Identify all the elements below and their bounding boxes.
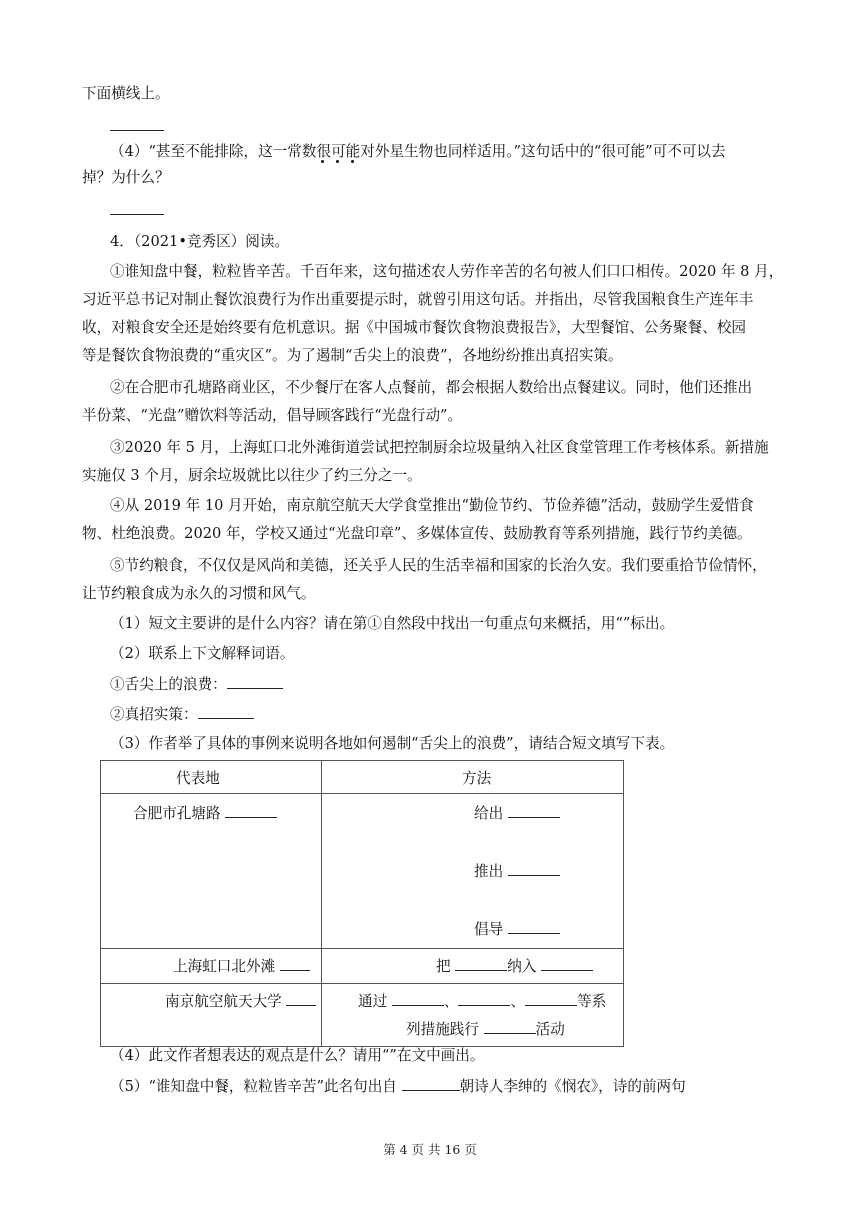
table-method-1: 给出	[474, 802, 560, 823]
page-footer: 第 4 页 共 16 页	[383, 1142, 477, 1157]
question-4: （4）“甚至不能排除，这一常数很可能 对外星生物也同样适用。”这句话中的“很可能”可不可以去	[110, 142, 726, 162]
paragraph-3-line: 实施仅 3 个月，厨余垃圾就比以往少了约三分之一。	[82, 467, 422, 484]
paragraph-4-line: 物、杜绝浪费。2020 年，学校又通过“光盘印章”、多媒体宣传、鼓励教育等系列措施，践行节约美德。	[82, 525, 752, 542]
paragraph-2-line: ②在合肥市孔塘路商业区，不少餐厅在客人点餐前，都会根据人数给出点餐建议。同时，他们还推出	[110, 379, 753, 396]
answer-blank	[110, 200, 164, 221]
text-line: 下面横线上。	[82, 85, 170, 102]
table-header-row	[101, 761, 624, 794]
table-method-2: 推出	[474, 860, 560, 881]
paragraph-4-line: ④从 2019 年 10 月开始，南京航空航天大学食堂推出“勤俭节约、节俭养德”活动，鼓励学生爱惜食	[110, 497, 754, 514]
fill-in-table	[100, 760, 624, 1047]
sub-question-1: （1）短文主要讲的是什么内容？请在第①自然段中找出一句重点句来概括，用“”标出。	[110, 615, 675, 632]
emphasis-dots: 很可能	[316, 143, 360, 160]
paragraph-5-line: ⑤节约粮食，不仅仅是风尚和美德，还关乎人民的生活幸福和国家的长治久安。我们要重拾节俭情怀，	[110, 557, 767, 574]
sub-question-2b: ②真招实策：	[110, 704, 254, 725]
paragraph-1-line: ①谁知盘中餐，粒粒皆辛苦。千百年来，这句描述农人劳作辛苦的名句被人们口口相传。2020 年 8 月，	[110, 263, 784, 280]
table-method-nanjing-line1: 通过 、 、 等系	[358, 993, 607, 1010]
sub-question-5: （5）“谁知盘中餐，粒粒皆辛苦”此名句出自 朝诗人李绅的《悯农》，诗的前两句	[110, 1078, 686, 1095]
answer-blank	[110, 116, 164, 137]
table-place-nanjing: 南京航空航天大学	[165, 990, 316, 1011]
table-place-hefei: 合肥市孔塘路	[133, 802, 277, 823]
table-place-shanghai: 上海虹口北外滩	[173, 955, 310, 976]
table-method-shanghai: 把 纳入	[436, 955, 593, 976]
question-title: 4．（2021•竞秀区）阅读。	[110, 233, 290, 250]
table-row	[101, 984, 624, 1047]
paragraph-1-line: 习近平总书记对制止餐饮浪费行为作出重要提示时，就曾引用这句话。并指出，尽管我国粮食生产连年丰	[82, 291, 754, 308]
table-method-nanjing-line2: 列措施践行 活动	[406, 1021, 565, 1038]
table-row	[101, 794, 624, 949]
table-header-place: 代表地	[176, 770, 220, 787]
sub-question-2a: ①舌尖上的浪费：	[110, 674, 283, 695]
table-header-method: 方法	[462, 770, 492, 787]
table-row	[101, 949, 624, 984]
table-method-3: 倡导	[474, 918, 560, 939]
paragraph-2-line: 半份菜、“光盘”赠饮料等活动，倡导顾客践行“光盘行动”。	[82, 407, 463, 424]
sub-question-3: （3）作者举了具体的事例来说明各地如何遏制“舌尖上的浪费”，请结合短文填写下表。	[110, 735, 675, 752]
paragraph-1-line: 收，对粮食安全还是始终要有危机意识。据《中国城市餐饮食物浪费报告》，大型餐馆、公务聚餐、校园	[82, 319, 747, 336]
sub-question-2: （2）联系上下文解释词语。	[110, 645, 295, 662]
text-line: 掉？为什么？	[82, 169, 170, 186]
paragraph-5-line: 让节约粮食成为永久的习惯和风气。	[82, 585, 316, 602]
paragraph-3-line: ③2020 年 5 月，上海虹口北外滩街道尝试把控制厨余垃圾量纳入社区食堂管理工作考核体系。新措施	[110, 439, 769, 456]
sub-question-4: （4）此文作者想表达的观点是什么？请用“”在文中画出。	[110, 1047, 485, 1064]
paragraph-1-line: 等是餐饮食物浪费的“重灾区”。为了遏制“舌尖上的浪费”，各地纷纷推出真招实策。	[82, 347, 623, 364]
